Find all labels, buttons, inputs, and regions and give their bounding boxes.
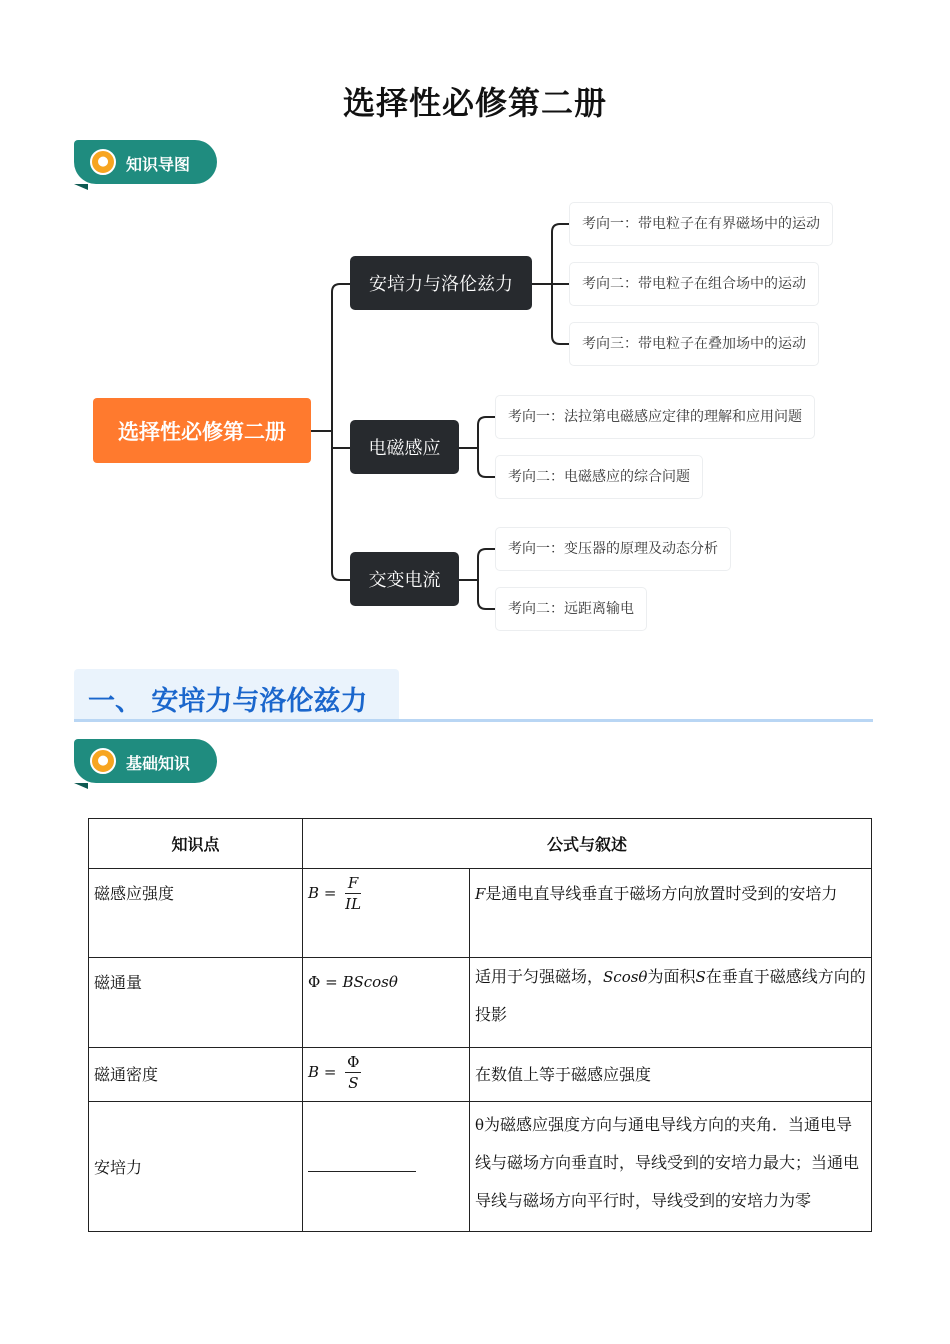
basics-badge: [74, 739, 217, 783]
table-row: [89, 1048, 872, 1102]
basics-badge-label: 基础知识: [126, 754, 191, 773]
mindmap-leaf: 考向二：远距离输电: [496, 588, 646, 630]
mindmap-root: 选择性必修第二册: [93, 398, 311, 463]
row-name: 安培力: [89, 1102, 303, 1232]
row-formula: [303, 1048, 470, 1102]
row-description: 在数值上等于磁感应强度: [470, 1048, 872, 1102]
section-title: 一、 安培力与洛伦兹力: [88, 686, 368, 717]
formula: Φ = BScosθ: [308, 973, 398, 991]
section-divider: [74, 719, 873, 722]
table-row: [89, 1102, 872, 1232]
knowledge-table: [88, 818, 872, 1232]
mindmap-leaf: 考向一：变压器的原理及动态分析: [496, 528, 730, 570]
formula: B = $\frac{\Phi}{S}$: [308, 1053, 360, 1092]
mindmap-branch-ampere-lorentz: 安培力与洛伦兹力: [350, 256, 532, 310]
table-row: [89, 869, 872, 958]
row-name: 磁通量: [89, 958, 303, 1048]
header-knowledge-point: 知识点: [89, 819, 303, 869]
mindmap-leaf: 考向三：带电粒子在叠加场中的运动: [570, 323, 818, 365]
row-description: F是通电直导线垂直于磁场方向放置时受到的安培力: [470, 869, 872, 958]
table-header-row: [89, 819, 872, 869]
fill-blank: [308, 1171, 416, 1172]
row-description: 适用于匀强磁场，Scosθ为面积S在垂直于磁感线方向的投影: [470, 958, 872, 1048]
mindmap-branch-em-induction: 电磁感应: [350, 420, 459, 474]
row-name: 磁感应强度: [89, 869, 303, 958]
mindmap-leaf: 考向二：带电粒子在组合场中的运动: [570, 263, 818, 305]
row-name: 磁通密度: [89, 1048, 303, 1102]
row-formula-blank: [303, 1102, 470, 1232]
lightbulb-icon: ●: [90, 748, 116, 774]
mindmap-badge-label: 知识导图: [126, 155, 191, 174]
mindmap-leaf: 考向一：法拉第电磁感应定律的理解和应用问题: [496, 396, 814, 438]
row-description: θ为磁感应强度方向与通电导线方向的夹角．当通电导线与磁场方向垂直时，导线受到的安培力最大；当通电导线与磁场方向平行时，导线受到的安培力为零: [470, 1102, 872, 1232]
row-formula: [303, 869, 470, 958]
mindmap-leaf: 考向一：带电粒子在有界磁场中的运动: [570, 203, 832, 245]
lightbulb-icon: ●: [90, 149, 116, 175]
mindmap-leaf: 考向二：电磁感应的综合问题: [496, 456, 702, 498]
row-formula: [303, 958, 470, 1048]
table-row: [89, 958, 872, 1048]
formula: B = $\frac{F}{IL}$: [308, 874, 362, 913]
section-heading: [74, 669, 399, 719]
header-formula-description: 公式与叙述: [303, 819, 872, 869]
mindmap-branch-ac-current: 交变电流: [350, 552, 459, 606]
page-title: 选择性必修第二册: [342, 84, 607, 122]
